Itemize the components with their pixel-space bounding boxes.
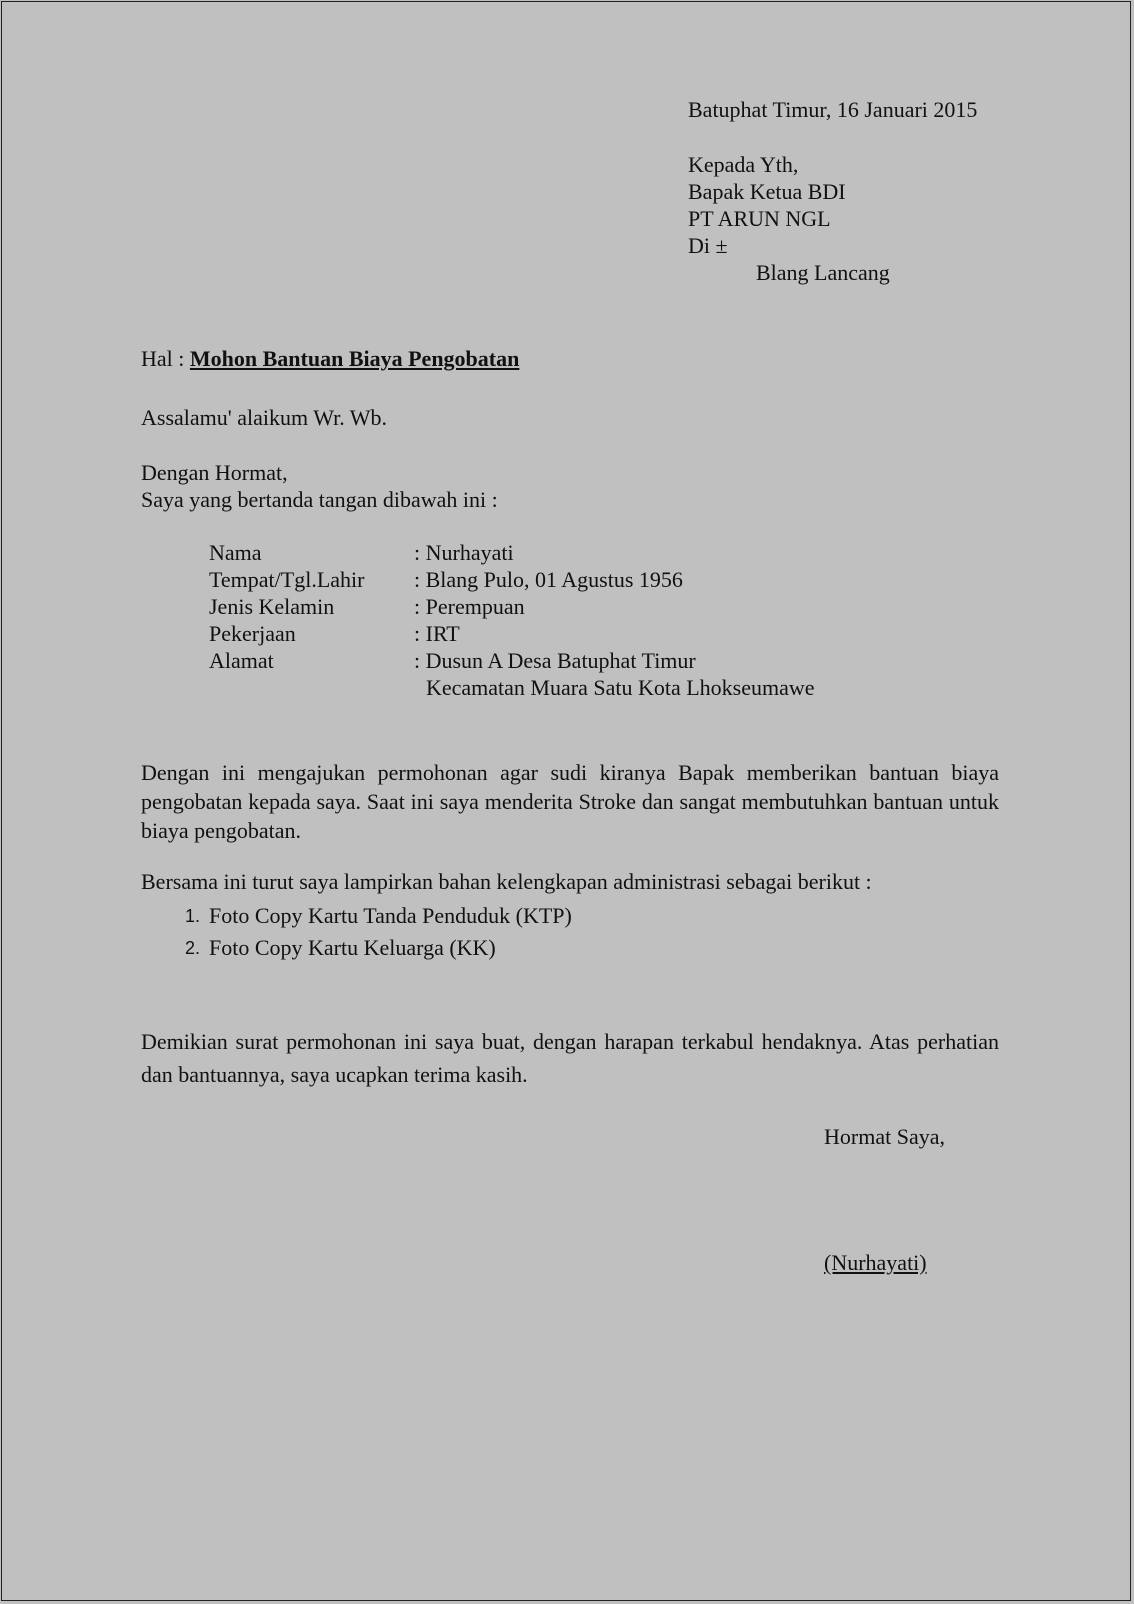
identity-value: : Blang Pulo, 01 Agustus 1956 <box>414 567 683 592</box>
identity-row <box>209 647 815 674</box>
identity-value: : Dusun A Desa Batuphat Timur <box>414 648 696 673</box>
list-text: Foto Copy Kartu Keluarga (KK) <box>209 935 496 960</box>
identity-value: : Perempuan <box>414 594 525 619</box>
identity-row <box>209 593 815 620</box>
identity-label <box>209 674 414 701</box>
identity-row <box>209 539 815 566</box>
recipient-line-3: PT ARUN NGL <box>688 206 831 231</box>
recipient-line-1: Kepada Yth, <box>688 152 799 177</box>
letter-date: Batuphat Timur, 16 Januari 2015 <box>688 97 978 122</box>
list-text: Foto Copy Kartu Tanda Penduduk (KTP) <box>209 903 572 928</box>
list-item <box>141 900 572 932</box>
intro-line: Saya yang bertanda tangan dibawah ini : <box>141 487 498 512</box>
subject-title: Mohon Bantuan Biaya Pengobatan <box>189 346 520 371</box>
identity-label: Nama <box>209 540 262 565</box>
identity-label: Alamat <box>209 648 274 673</box>
recipient-line-4: Di ± <box>688 233 728 258</box>
subject-prefix: Hal : <box>141 346 190 371</box>
opening: Dengan Hormat, <box>141 460 288 485</box>
identity-row <box>209 566 815 593</box>
recipient-block <box>688 151 890 286</box>
signer-name: (Nurhayati) <box>824 1250 927 1275</box>
identity-value: : IRT <box>414 621 460 646</box>
identity-row <box>209 674 815 701</box>
subject-line <box>141 345 519 372</box>
recipient-line-5: Blang Lancang <box>756 260 890 285</box>
list-item <box>141 932 572 964</box>
identity-label: Jenis Kelamin <box>209 594 335 619</box>
closing-salutation: Hormat Saya, <box>824 1124 945 1149</box>
letter-page <box>1 1 1131 1601</box>
identity-value: Kecamatan Muara Satu Kota Lhokseumawe <box>426 675 815 700</box>
identity-table <box>209 539 815 701</box>
identity-value: : Nurhayati <box>414 540 514 565</box>
list-number: 1. <box>185 906 201 926</box>
body-paragraph: Dengan ini mengajukan permohonan agar sudi kiranya Bapak memberikan bantuan biaya pengobatan kepada saya. Saat ini saya menderita Stroke dan sangat membutuhkan bantuan untuk biaya pengobatan. <box>141 760 999 843</box>
identity-label: Tempat/Tgl.Lahir <box>209 567 365 592</box>
list-number: 2. <box>185 938 201 958</box>
identity-label: Pekerjaan <box>209 621 296 646</box>
recipient-line-2: Bapak Ketua BDI <box>688 179 846 204</box>
identity-row <box>209 620 815 647</box>
attachments-list <box>141 900 572 964</box>
greeting: Assalamu' alaikum Wr. Wb. <box>141 405 388 430</box>
closing-paragraph: Demikian surat permohonan ini saya buat, dengan harapan terkabul hendaknya. Atas perhatian dan bantuannya, saya ucapkan terima kasih. <box>141 1029 999 1087</box>
attachments-intro: Bersama ini turut saya lampirkan bahan kelengkapan administrasi sebagai berikut : <box>141 869 872 894</box>
